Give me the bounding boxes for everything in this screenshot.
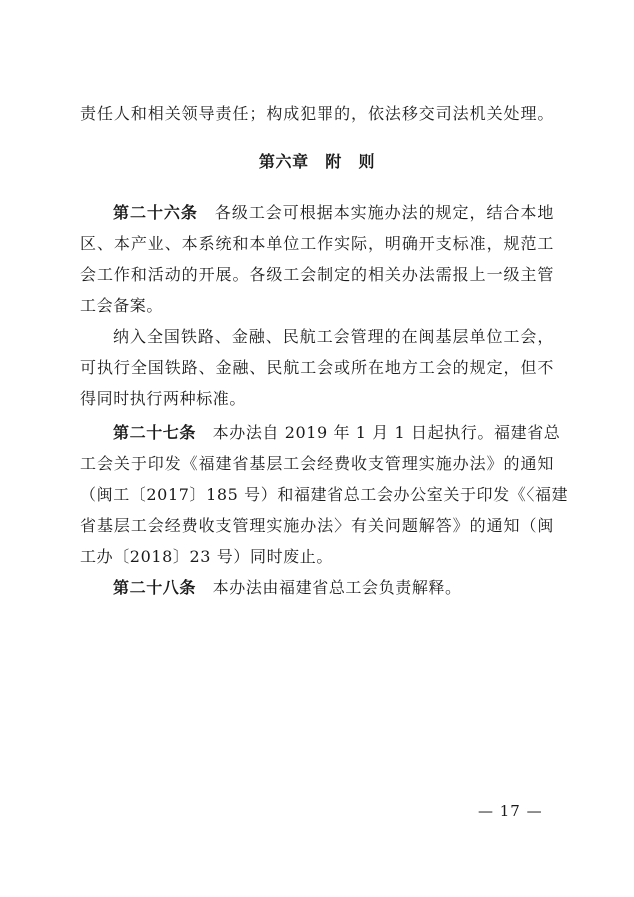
article-26-line-3: 会工作和活动的开展。各级工会制定的相关办法需报上一级主管	[80, 265, 554, 284]
article-27-line-4: 省基层工会经费收支管理实施办法〉有关问题解答》的通知（闽	[80, 516, 554, 535]
article-26-p2-line-2: 可执行全国铁路、金融、民航工会或所在地方工会的规定，但不	[80, 358, 554, 377]
article-27-line-5: 工办〔2018〕23 号）同时废止。	[80, 547, 333, 566]
article-28-line	[113, 578, 554, 598]
article-26-text: 各级工会可根据本实施办法的规定，结合本地	[197, 203, 554, 222]
article-26-p2-line-3: 得同时执行两种标准。	[80, 389, 247, 408]
article-28-text: 本办法由福建省总工会负责解释。	[196, 578, 462, 597]
article-28-label: 第二十八条	[113, 578, 197, 597]
continuation-text: 责任人和相关领导责任；构成犯罪的，依法移交司法机关处理。	[80, 104, 554, 123]
article-26-label: 第二十六条	[113, 203, 198, 222]
chapter-heading: 第六章 附 则	[258, 152, 376, 171]
article-27-line-2: 工会关于印发《福建省基层工会经费收支管理实施办法》的通知	[80, 454, 554, 473]
article-26-line-2: 区、本产业、本系统和本单位工作实际，明确开支标准，规范工	[80, 234, 554, 253]
article-26-line-4: 工会备案。	[80, 296, 164, 315]
page-number: — 17 —	[478, 802, 543, 820]
article-27-first-line	[113, 423, 561, 443]
article-26-p2-line-1: 纳入全国铁路、金融、民航工会管理的在闽基层单位工会，	[113, 327, 554, 346]
article-26-first-line	[113, 203, 554, 223]
article-27-line-3: （闽工〔2017〕185 号）和福建省总工会办公室关于印发《〈福建	[80, 485, 569, 504]
article-27-text: 本办法自 2019 年 1 月 1 日起执行。福建省总	[196, 423, 561, 442]
article-27-label: 第二十七条	[113, 423, 197, 442]
